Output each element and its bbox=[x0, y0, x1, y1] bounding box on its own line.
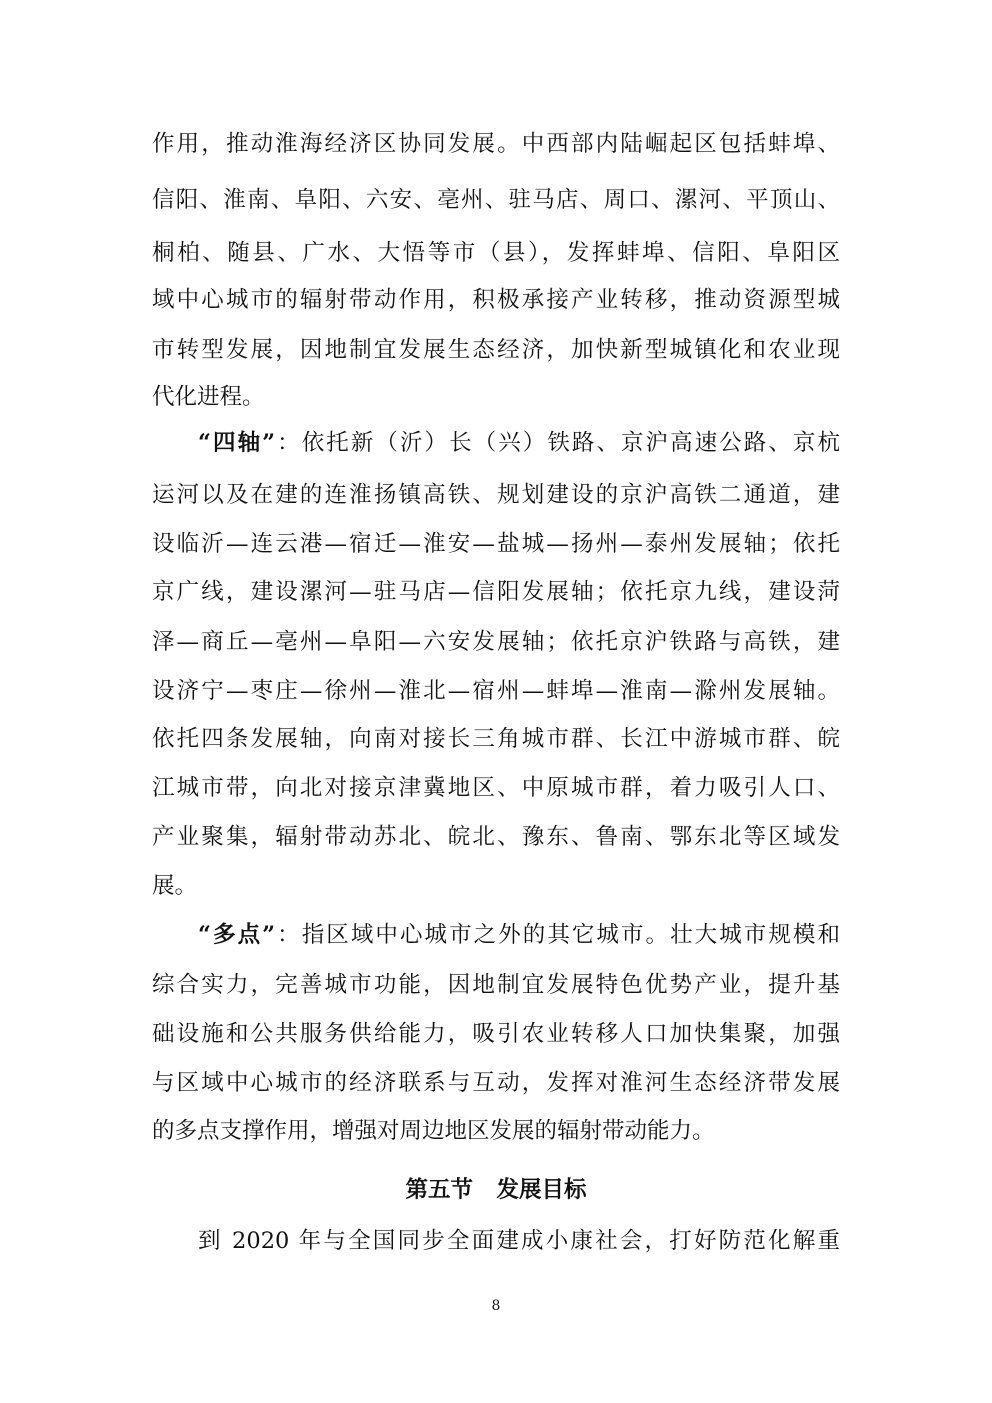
paragraph-2-line-4: 京广线，建设漯河—驻马店—信阳发展轴；依托京九线，建设菏 bbox=[152, 579, 840, 605]
paragraph-1-line-5: 市转型发展，因地制宜发展生态经济，加快新型城镇化和农业现 bbox=[152, 337, 840, 363]
paragraph-2-line-3: 设临沂—连云港—宿迁—淮安—盐城—扬州—泰州发展轴；依托 bbox=[152, 531, 840, 557]
paragraph-2-line-2: 运河以及在建的连淮扬镇高铁、规划建设的京沪高铁二通道，建 bbox=[152, 482, 840, 508]
paragraph-2-line-10: 展。 bbox=[152, 873, 198, 899]
paragraph-2-first-line-text: ：依托新（沂）长（兴）铁路、京沪高速公路、京杭 bbox=[275, 430, 840, 456]
section-heading: 第五节 发展目标 bbox=[405, 1177, 587, 1203]
paragraph-4-line-1: 到 2020 年与全国同步全面建成小康社会，打好防范化解重 bbox=[198, 1228, 840, 1254]
paragraph-2-line-8: 江城市带，向北对接京津冀地区、中原城市群，着力吸引人口、 bbox=[152, 775, 840, 801]
paragraph-3-line-3: 础设施和公共服务供给能力，吸引农业转移人口加快集聚，加强 bbox=[152, 1021, 840, 1047]
paragraph-3-lead: “多点” bbox=[198, 922, 276, 948]
paragraph-2-line-7: 依托四条发展轴，向南对接长三角城市群、长江中游城市群、皖 bbox=[152, 726, 840, 752]
paragraph-2-lead: “四轴” bbox=[198, 430, 276, 456]
paragraph-1-line-6: 代化进程。 bbox=[152, 384, 265, 410]
paragraph-2-line-6: 设济宁—枣庄—徐州—淮北—宿州—蚌埠—淮南—滁州发展轴。 bbox=[152, 678, 840, 704]
paragraph-2-line-5: 泽—商丘—亳州—阜阳—六安发展轴；依托京沪铁路与高铁，建 bbox=[152, 629, 840, 655]
paragraph-1-line-2: 信阳、淮南、阜阳、六安、亳州、驻马店、周口、漯河、平顶山、 bbox=[152, 187, 840, 213]
paragraph-3-line-1 bbox=[198, 915, 840, 955]
paragraph-3-first-line-text: ：指区域中心城市之外的其它城市。壮大城市规模和 bbox=[275, 922, 840, 948]
paragraph-3-line-2: 综合实力，完善城市功能，因地制宜发展特色优势产业，提升基 bbox=[152, 972, 840, 998]
paragraph-2-line-1 bbox=[198, 423, 840, 463]
paragraph-3-line-4: 与区域中心城市的经济联系与互动，发挥对淮河生态经济带发展 bbox=[152, 1070, 840, 1096]
page-number: 8 bbox=[491, 1298, 501, 1314]
paragraph-1-line-4: 域中心城市的辐射带动作用，积极承接产业转移，推动资源型城 bbox=[152, 287, 840, 313]
paragraph-1-line-3: 桐柏、随县、广水、大悟等市（县），发挥蚌埠、信阳、阜阳区 bbox=[152, 240, 840, 266]
paragraph-2-line-9: 产业聚集，辐射带动苏北、皖北、豫东、鲁南、鄂东北等区域发 bbox=[152, 824, 840, 850]
paragraph-1-line-1: 作用，推动淮海经济区协同发展。中西部内陆崛起区包括蚌埠、 bbox=[152, 131, 840, 157]
paragraph-3-line-5: 的多点支撑作用，增强对周边地区发展的辐射带动能力。 bbox=[152, 1118, 715, 1144]
